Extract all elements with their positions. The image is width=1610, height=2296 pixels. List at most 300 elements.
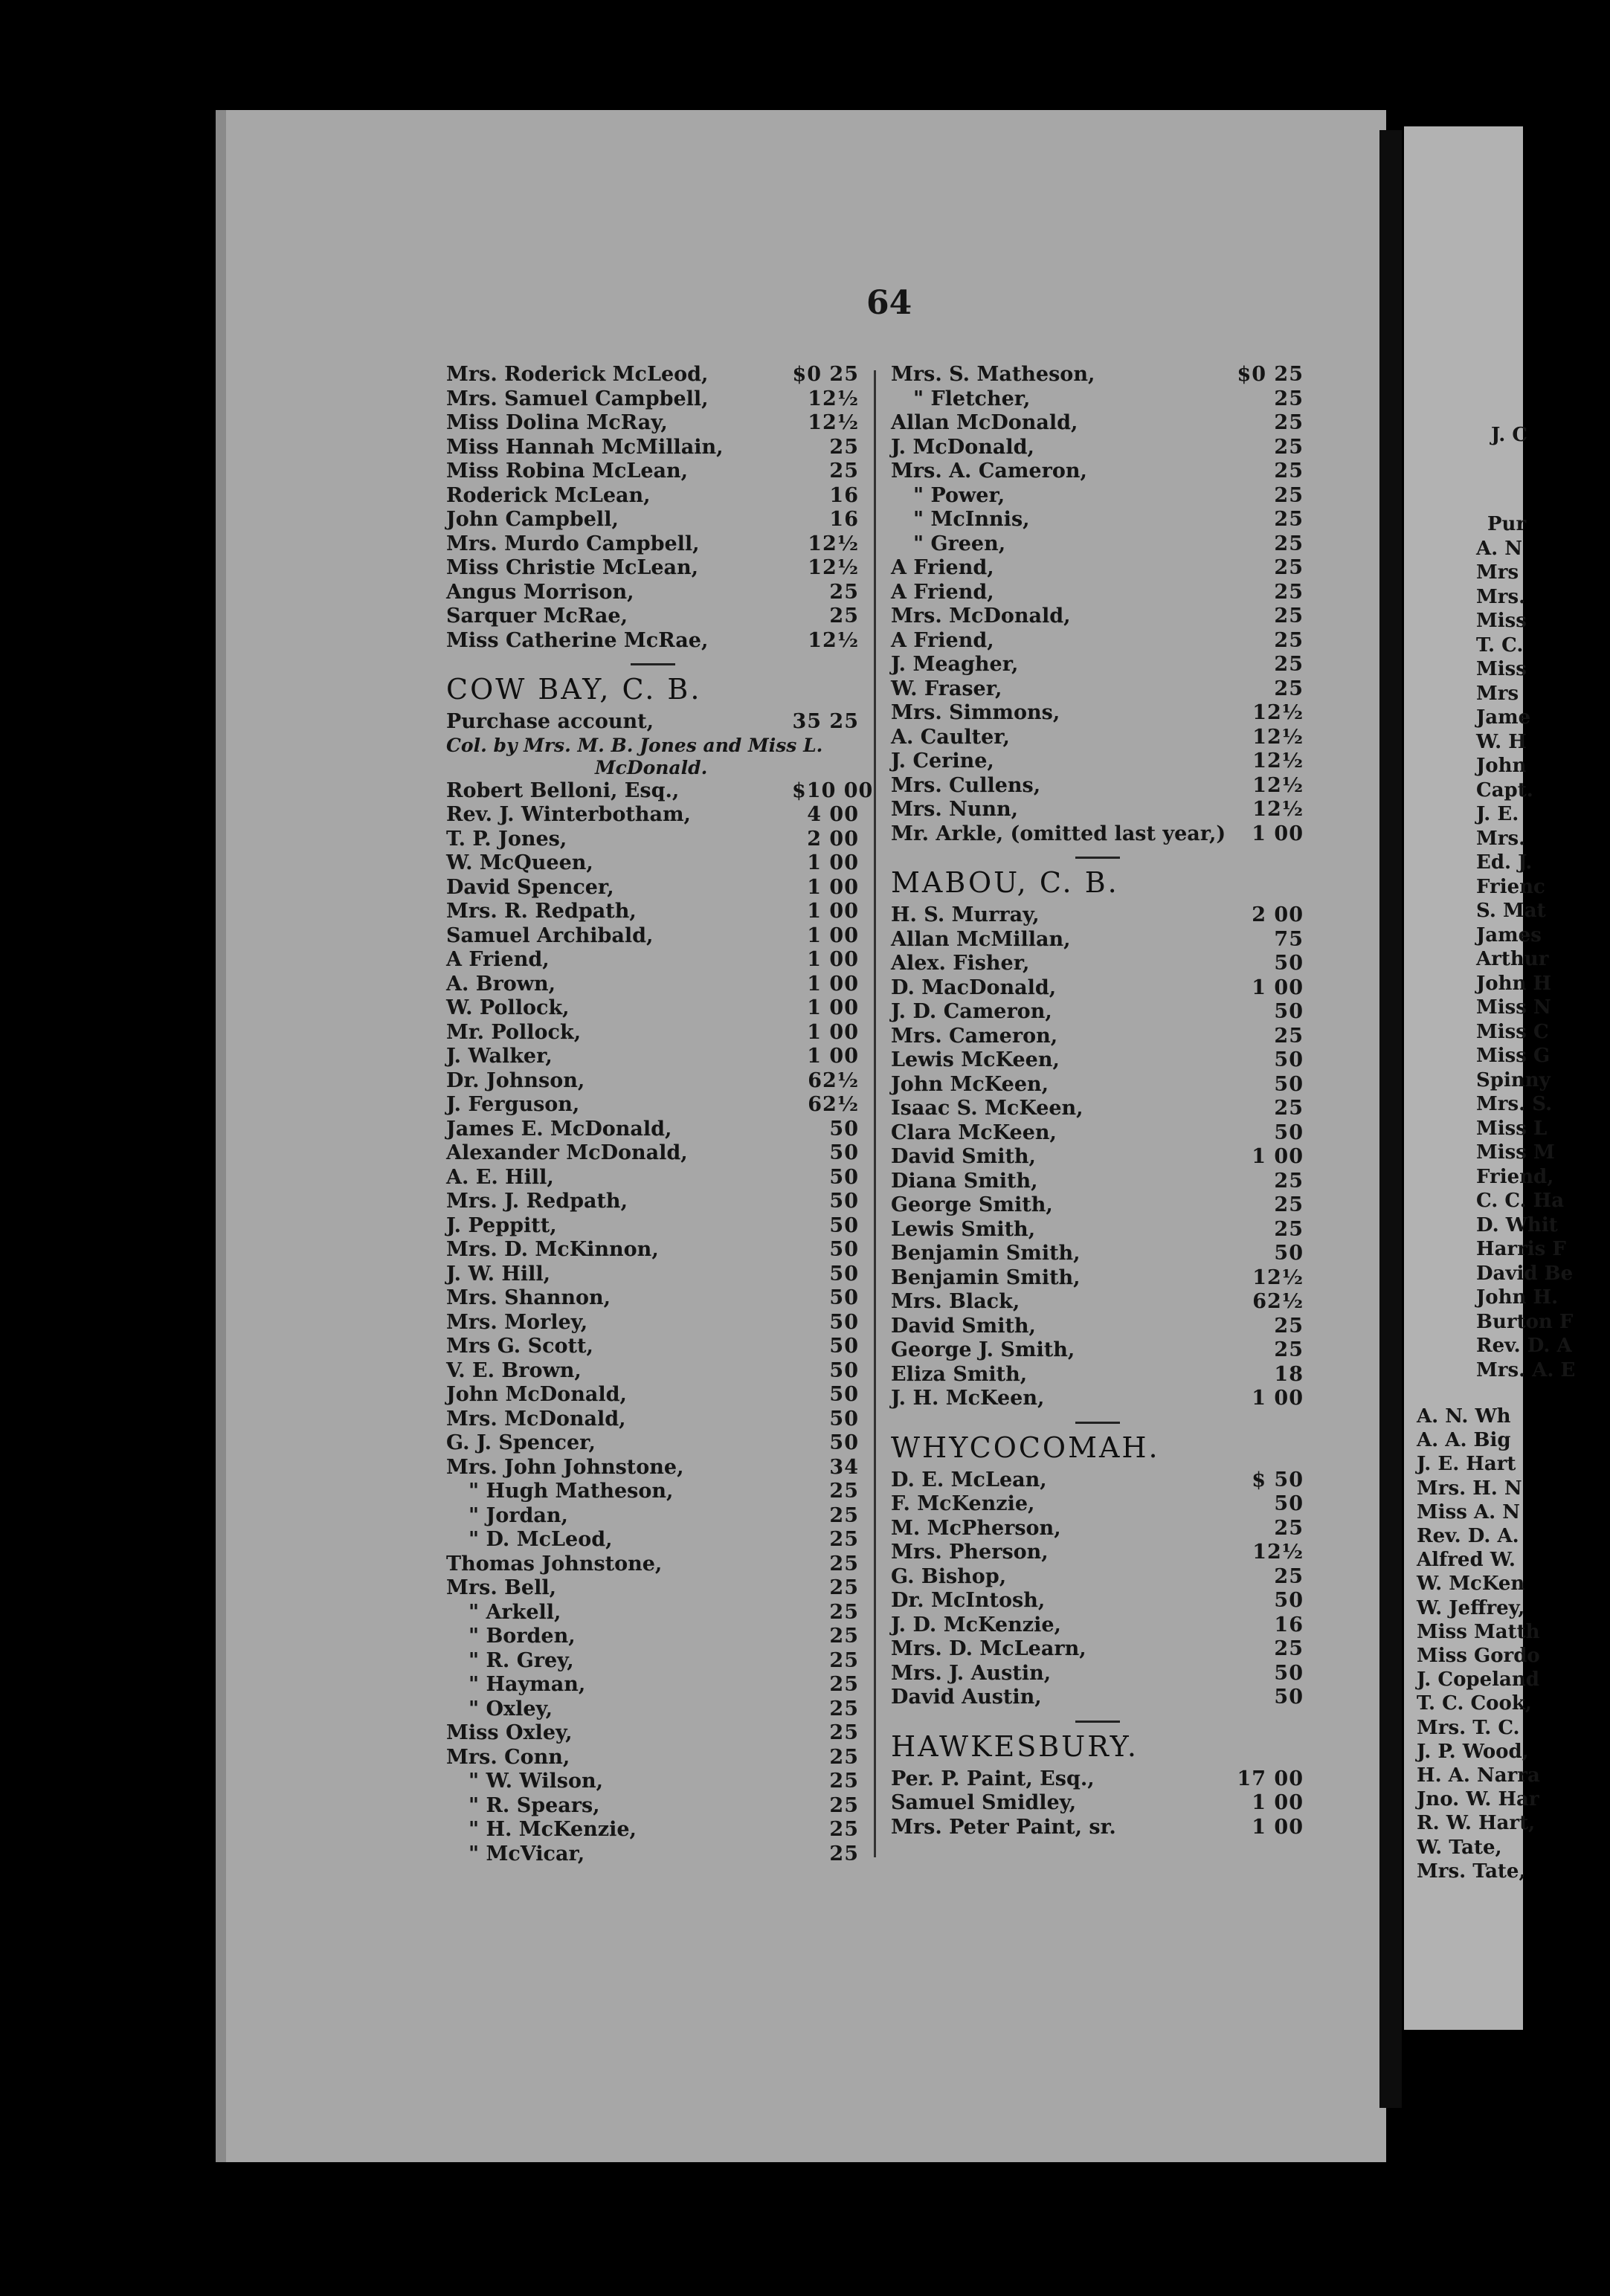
entry-name: " McInnis, (913, 508, 1030, 531)
entry-name: Mrs. D. McLearn, (891, 1637, 1086, 1660)
entry-amount: 25 (1274, 387, 1304, 410)
list-entry (446, 1118, 859, 1142)
entry-name: John McDonald, (446, 1383, 627, 1406)
list-entry (446, 876, 859, 900)
entry-name: Robert Belloni, Esq., (446, 778, 680, 802)
entry-amount: 25 (829, 1793, 859, 1817)
facing-line: A. N (1476, 537, 1523, 560)
entry-amount: 50 (829, 1262, 859, 1286)
list-entry (446, 1311, 859, 1335)
entry-name: Clara McKeen, (891, 1120, 1057, 1144)
entry-name: Lewis Smith, (891, 1217, 1036, 1241)
entry-amount: 62½ (808, 1068, 859, 1092)
list-entry (446, 581, 859, 605)
entry-amount: 50 (829, 1383, 859, 1406)
entry-name: H. S. Murray, (891, 903, 1040, 926)
entry-amount: 50 (1274, 1242, 1304, 1265)
entry-name: Allan McMillan, (891, 927, 1071, 951)
facing-line: T. C. (1476, 633, 1524, 657)
list-entry (891, 1541, 1304, 1565)
list-entry (891, 436, 1304, 460)
entry-name: G. Bishop, (891, 1564, 1007, 1588)
facing-line: Friend, (1476, 1165, 1554, 1188)
entry-name: Eliza Smith, (891, 1362, 1028, 1386)
facing-line: Mrs. Tate, (1417, 1860, 1526, 1883)
entry-name: Mrs. Murdo Campbell, (446, 532, 700, 555)
list-entry (891, 976, 1304, 1001)
list-entry (446, 1576, 859, 1601)
entry-name: Samuel Archibald, (446, 923, 654, 947)
entry-amount: 25 (829, 1842, 859, 1866)
list-entry (446, 1093, 859, 1118)
entry-amount: 25 (1274, 677, 1304, 700)
entry-name: Rev. J. Winterbotham, (446, 803, 691, 826)
entry-amount: 25 (829, 1480, 859, 1503)
entry-amount: 25 (829, 1721, 859, 1744)
entry-amount: 25 (1274, 556, 1304, 579)
entry-amount: 25 (1274, 459, 1304, 483)
entry-amount: 25 (829, 1552, 859, 1576)
facing-line: Jame (1476, 706, 1531, 729)
entry-name: J. D. Cameron, (891, 1000, 1052, 1023)
entry-amount: 12½ (808, 387, 859, 410)
list-entry (446, 532, 859, 557)
list-entry (891, 1218, 1304, 1242)
entry-amount: 25 (829, 1673, 859, 1696)
entry-name: David Smith, (891, 1145, 1036, 1168)
entry-amount: 16 (829, 483, 859, 507)
facing-line: Miss (1476, 658, 1527, 680)
entry-amount: 12½ (808, 628, 859, 652)
list-entry (891, 749, 1304, 774)
entry-name: James E. McDonald, (446, 1117, 672, 1141)
list-entry (446, 1407, 859, 1432)
list-entry (891, 701, 1304, 726)
entry-amount: 1 00 (807, 948, 859, 971)
entry-name: J. Peppitt, (446, 1213, 557, 1237)
facing-line: W. Tate, (1417, 1836, 1502, 1859)
list-entry (891, 774, 1304, 799)
list-entry (891, 1338, 1304, 1363)
entry-amount: 25 (829, 459, 859, 483)
entry-amount: 50 (829, 1213, 859, 1237)
entry-name: Per. P. Paint, Esq., (891, 1767, 1095, 1790)
facing-line: Mrs. H. N (1417, 1477, 1522, 1500)
list-entry (446, 828, 859, 852)
list-entry (446, 1263, 859, 1287)
list-entry (891, 1170, 1304, 1194)
left-list-bottom (446, 778, 874, 1867)
entry-amount: 50 (829, 1358, 859, 1382)
list-entry (891, 508, 1304, 532)
facing-line: C. C. Ha (1476, 1190, 1565, 1212)
entry-amount: 25 (829, 1697, 859, 1721)
entry-amount: 50 (1274, 952, 1304, 975)
entry-amount: 25 (1274, 653, 1304, 676)
entry-name: " Hayman, (468, 1673, 586, 1696)
facing-line: Rev. D. A (1476, 1335, 1572, 1357)
entry-name: A Friend, (891, 556, 994, 579)
entry-name: W. McQueen, (446, 851, 593, 874)
list-entry (446, 900, 859, 924)
entry-amount: 50 (1274, 1492, 1304, 1515)
facing-line: Jno. W. Har (1417, 1788, 1539, 1811)
entry-name: " D. McLeod, (468, 1528, 613, 1551)
facing-line: Ed. J. (1476, 851, 1533, 874)
list-entry (891, 1517, 1304, 1541)
entry-amount: 1 00 (807, 851, 859, 874)
entry-name: Samuel Smidley, (891, 1791, 1077, 1814)
list-entry (446, 1794, 859, 1819)
facing-line: Arthur (1476, 948, 1549, 970)
section-title-whycocomah: WHYCOCOMAH. (891, 1431, 1160, 1464)
entry-name: F. McKenzie, (891, 1492, 1035, 1515)
list-entry (446, 1649, 859, 1674)
entry-name: Mrs. Simmons, (891, 701, 1060, 724)
list-entry (446, 948, 859, 973)
list-entry (891, 581, 1304, 605)
facing-line: Mrs (1476, 561, 1519, 584)
list-entry (446, 1625, 859, 1649)
entry-name: Mrs. Pherson, (891, 1541, 1049, 1564)
list-entry (446, 1045, 859, 1069)
facing-line: Mrs. S. (1476, 1093, 1553, 1115)
entry-name: Mrs. R. Redpath, (446, 900, 637, 923)
entry-amount: 25 (829, 1576, 859, 1599)
entry-name: J. McDonald, (891, 435, 1034, 459)
facing-line: Miss M (1476, 1141, 1555, 1164)
facing-line: Miss Matth (1417, 1620, 1540, 1643)
entry-amount: 25 (1274, 604, 1304, 628)
entry-amount: 12½ (1252, 798, 1304, 821)
list-entry (446, 1842, 859, 1867)
right-list-top (891, 363, 1304, 846)
list-entry (891, 459, 1304, 484)
entry-amount: 1 00 (1252, 1791, 1304, 1814)
list-entry (446, 1286, 859, 1311)
entry-name: David Austin, (891, 1686, 1042, 1709)
entry-amount: 1 00 (807, 972, 859, 996)
entry-name: Mrs. J. Austin, (891, 1661, 1052, 1685)
hawkesbury-list (891, 1767, 1304, 1840)
entry-name: Mrs. D. McKinnon, (446, 1238, 659, 1261)
list-entry (446, 1721, 859, 1746)
entry-name: Mrs. John Johnstone, (446, 1455, 684, 1479)
entry-amount: 12½ (808, 532, 859, 555)
collector-note (446, 735, 859, 779)
facing-line: Miss Gordo (1417, 1645, 1540, 1667)
entry-name: Diana Smith, (891, 1169, 1038, 1193)
list-entry (446, 1601, 859, 1625)
entry-amount: 17 00 (1237, 1767, 1304, 1790)
list-entry (446, 1069, 859, 1094)
entry-name: Thomas Johnstone, (446, 1552, 663, 1576)
list-entry (891, 822, 1304, 847)
list-entry (446, 851, 859, 876)
entry-amount: 25 (1274, 1564, 1304, 1588)
entry-name: Dr. Johnson, (446, 1068, 585, 1092)
entry-name: Mr. Pollock, (446, 1020, 582, 1044)
facing-line: Harris F (1476, 1238, 1566, 1260)
whycocomah-list (891, 1468, 1304, 1710)
entry-amount: 50 (1274, 1120, 1304, 1144)
list-entry (891, 1121, 1304, 1146)
list-entry (891, 1565, 1304, 1590)
entry-name: " McVicar, (468, 1842, 585, 1866)
list-entry (891, 1073, 1304, 1097)
facing-line: A. A. Big (1417, 1429, 1511, 1452)
entry-name: Angus Morrison, (446, 580, 634, 604)
facing-line: D. Whit (1476, 1213, 1558, 1236)
entry-name: J. Walker, (446, 1045, 553, 1068)
list-entry (891, 1637, 1304, 1662)
entry-amount: 1 00 (1252, 822, 1304, 845)
entry-amount: 25 (1274, 508, 1304, 531)
right-column (891, 363, 1304, 1839)
entry-amount: 62½ (1252, 1290, 1304, 1313)
list-entry (446, 1359, 859, 1384)
entry-name: Mrs. Roderick McLeod, (446, 363, 709, 386)
entry-name: Mrs. Nunn, (891, 798, 1019, 821)
facing-line: Miss L (1476, 1117, 1548, 1140)
entry-amount: 50 (1274, 1048, 1304, 1071)
list-entry (891, 1266, 1304, 1291)
section-title-cow-bay: COW BAY, C. B. (446, 673, 702, 706)
entry-name: W. Fraser, (891, 677, 1002, 700)
entry-name: Mrs G. Scott, (446, 1335, 593, 1358)
entry-amount: 50 (829, 1165, 859, 1189)
entry-amount: 12½ (808, 556, 859, 579)
entry-name: " Oxley, (468, 1697, 553, 1721)
facing-line: W. H (1476, 730, 1527, 753)
entry-amount: 50 (829, 1335, 859, 1358)
facing-header: J. C (1491, 424, 1528, 446)
entry-amount: 25 (1274, 1637, 1304, 1660)
facing-line: J. Copeland (1417, 1668, 1539, 1692)
entry-name: J. H. McKeen, (891, 1387, 1045, 1410)
entry-amount: 2 00 (1252, 903, 1304, 926)
list-entry (446, 1456, 859, 1480)
list-entry (446, 387, 859, 412)
list-entry (446, 1746, 859, 1770)
entry-name: M. McPherson, (891, 1516, 1061, 1540)
entry-amount: 12½ (1252, 725, 1304, 749)
entry-amount: 62½ (808, 1093, 859, 1116)
list-entry (891, 1387, 1304, 1411)
entry-name: " Power, (913, 483, 1005, 507)
entry-amount: 12½ (1252, 1265, 1304, 1289)
list-entry (446, 1214, 859, 1239)
list-entry (446, 459, 859, 484)
entry-name: Miss Dolina McRay, (446, 411, 668, 434)
entry-amount: $10 00 (792, 778, 874, 802)
facing-line: John (1476, 755, 1527, 777)
facing-line: R. W. Hart, (1417, 1812, 1536, 1835)
entry-amount: 50 (829, 1141, 859, 1164)
entry-name: J. Ferguson, (446, 1093, 580, 1116)
entry-amount: 25 (829, 1745, 859, 1769)
list-entry (446, 1504, 859, 1529)
entry-name: " Hugh Matheson, (468, 1480, 674, 1503)
entry-amount: 25 (1274, 1516, 1304, 1540)
left-list-top (446, 363, 859, 653)
entry-amount: 25 (829, 1625, 859, 1648)
entry-amount: 1 00 (1252, 1387, 1304, 1410)
entry-amount: 1 00 (807, 900, 859, 923)
entry-name: Mrs. Shannon, (446, 1286, 611, 1309)
entry-amount: 25 (1274, 1169, 1304, 1193)
section-rule (1075, 857, 1120, 859)
list-entry (446, 778, 874, 804)
list-entry (446, 1190, 859, 1214)
list-entry (446, 1770, 859, 1794)
list-entry (446, 508, 859, 532)
entry-name: Purchase account, (446, 710, 654, 733)
entry-name: Mrs. S. Matheson, (891, 363, 1095, 386)
entry-name: V. E. Brown, (446, 1358, 582, 1382)
entry-name: Mrs. Peter Paint, sr. (891, 1815, 1116, 1839)
facing-line: Mrs. T. C. (1417, 1716, 1520, 1739)
entry-name: John McKeen, (891, 1072, 1049, 1096)
facing-line: Mrs (1476, 682, 1519, 705)
entry-name: " H. McKenzie, (468, 1818, 637, 1841)
entry-amount: 25 (829, 1503, 859, 1527)
facing-line: Miss (1476, 610, 1527, 632)
list-entry (891, 1492, 1304, 1517)
entry-amount: 25 (829, 1648, 859, 1672)
facing-line: W. Jeffrey, (1417, 1596, 1525, 1619)
entry-name: Dr. McIntosh, (891, 1589, 1046, 1612)
list-entry (446, 556, 859, 581)
list-entry (446, 1528, 859, 1552)
entry-amount: 25 (829, 1528, 859, 1551)
facing-line: Burton F (1476, 1310, 1574, 1333)
entry-amount: 50 (829, 1238, 859, 1261)
entry-name: Miss Hannah McMillain, (446, 435, 724, 459)
facing-line: Spinny (1476, 1068, 1551, 1091)
entry-name: " Borden, (468, 1625, 576, 1648)
entry-name: Mrs. McDonald, (446, 1407, 626, 1431)
list-entry (446, 1166, 859, 1190)
list-entry (891, 653, 1304, 677)
facing-line: Miss G (1476, 1045, 1551, 1067)
entry-amount: 25 (829, 1600, 859, 1624)
list-entry (446, 803, 859, 828)
list-entry (446, 1480, 859, 1504)
entry-amount: 50 (1274, 1589, 1304, 1612)
list-entry (446, 1383, 859, 1407)
list-entry (446, 484, 859, 509)
collector-note-line2: McDonald. (595, 756, 708, 778)
list-entry (891, 1048, 1304, 1073)
entry-amount: 1 00 (807, 996, 859, 1019)
left-column (446, 363, 874, 1866)
entry-amount: 50 (1274, 1686, 1304, 1709)
facing-line: W. McKen (1417, 1573, 1525, 1596)
facing-line: John H. (1476, 1286, 1559, 1309)
entry-amount: 25 (1274, 1338, 1304, 1361)
entry-name: Isaac S. McKeen, (891, 1097, 1083, 1120)
entry-name: Mrs. Samuel Campbell, (446, 387, 709, 410)
list-entry (891, 903, 1304, 928)
entry-amount: 12½ (1252, 701, 1304, 724)
list-entry (891, 726, 1304, 750)
entry-name: Sarquer McRae, (446, 604, 628, 628)
section-rule (1075, 1422, 1120, 1424)
list-entry (446, 973, 859, 997)
entry-amount: 25 (1274, 411, 1304, 434)
facing-line: Alfred W. (1417, 1549, 1516, 1572)
facing-line: H. A. Narra (1417, 1764, 1540, 1787)
entry-name: George Smith, (891, 1193, 1053, 1216)
entry-name: Mrs. Cullens, (891, 773, 1041, 797)
list-entry (891, 1791, 1304, 1816)
list-entry (446, 1021, 859, 1045)
facing-line: J. P. Wood, (1417, 1740, 1529, 1763)
list-entry (446, 363, 859, 387)
mabou-list (891, 903, 1304, 1411)
list-entry (446, 1673, 859, 1697)
entry-amount: 25 (1274, 1024, 1304, 1048)
facing-line: Mrs. (1476, 827, 1526, 850)
list-entry (891, 1290, 1304, 1315)
list-entry (891, 629, 1304, 654)
list-entry (891, 1315, 1304, 1339)
entry-amount: 50 (829, 1310, 859, 1334)
facing-line: Miss A. N (1417, 1500, 1521, 1523)
entry-name: J. D. McKenzie, (891, 1613, 1061, 1636)
entry-amount: 50 (1274, 1661, 1304, 1685)
entry-name: Mrs. Black, (891, 1290, 1020, 1313)
entry-amount: 12½ (1252, 773, 1304, 797)
list-entry (446, 1818, 859, 1842)
entry-amount: 25 (1274, 483, 1304, 507)
page-number: 64 (866, 284, 912, 322)
entry-amount: 18 (1274, 1362, 1304, 1386)
facing-line: J. E. Hart (1417, 1453, 1516, 1476)
entry-name: Alex. Fisher, (891, 952, 1030, 975)
entry-name: John Campbell, (446, 508, 619, 531)
entry-name: D. E. McLean, (891, 1468, 1047, 1492)
entry-amount: 25 (1274, 1217, 1304, 1241)
facing-line: Mrs. A. E (1476, 1358, 1576, 1381)
entry-amount: 1 00 (807, 1045, 859, 1068)
entry-amount: 1 00 (807, 1020, 859, 1044)
entry-name: D. MacDonald, (891, 976, 1057, 999)
facing-line: T. C. Cook, (1417, 1692, 1532, 1715)
list-entry (891, 1589, 1304, 1613)
list-entry (446, 604, 859, 629)
entry-name: " W. Wilson, (468, 1770, 603, 1793)
entry-amount: 50 (829, 1286, 859, 1309)
list-entry (891, 1816, 1304, 1840)
entry-amount: 50 (829, 1190, 859, 1213)
column-divider (874, 370, 876, 1857)
entry-amount: 25 (1274, 628, 1304, 652)
entry-name: Allan McDonald, (891, 411, 1078, 434)
list-entry (891, 556, 1304, 581)
entry-amount: 16 (829, 508, 859, 531)
list-entry (891, 1025, 1304, 1049)
list-entry (446, 436, 859, 460)
list-entry (891, 1363, 1304, 1387)
list-entry (446, 924, 859, 949)
facing-line: Capt. (1476, 778, 1533, 802)
list-entry (891, 1662, 1304, 1686)
list-entry (891, 363, 1304, 387)
list-entry (891, 1097, 1304, 1121)
entry-amount: 4 00 (807, 803, 859, 826)
